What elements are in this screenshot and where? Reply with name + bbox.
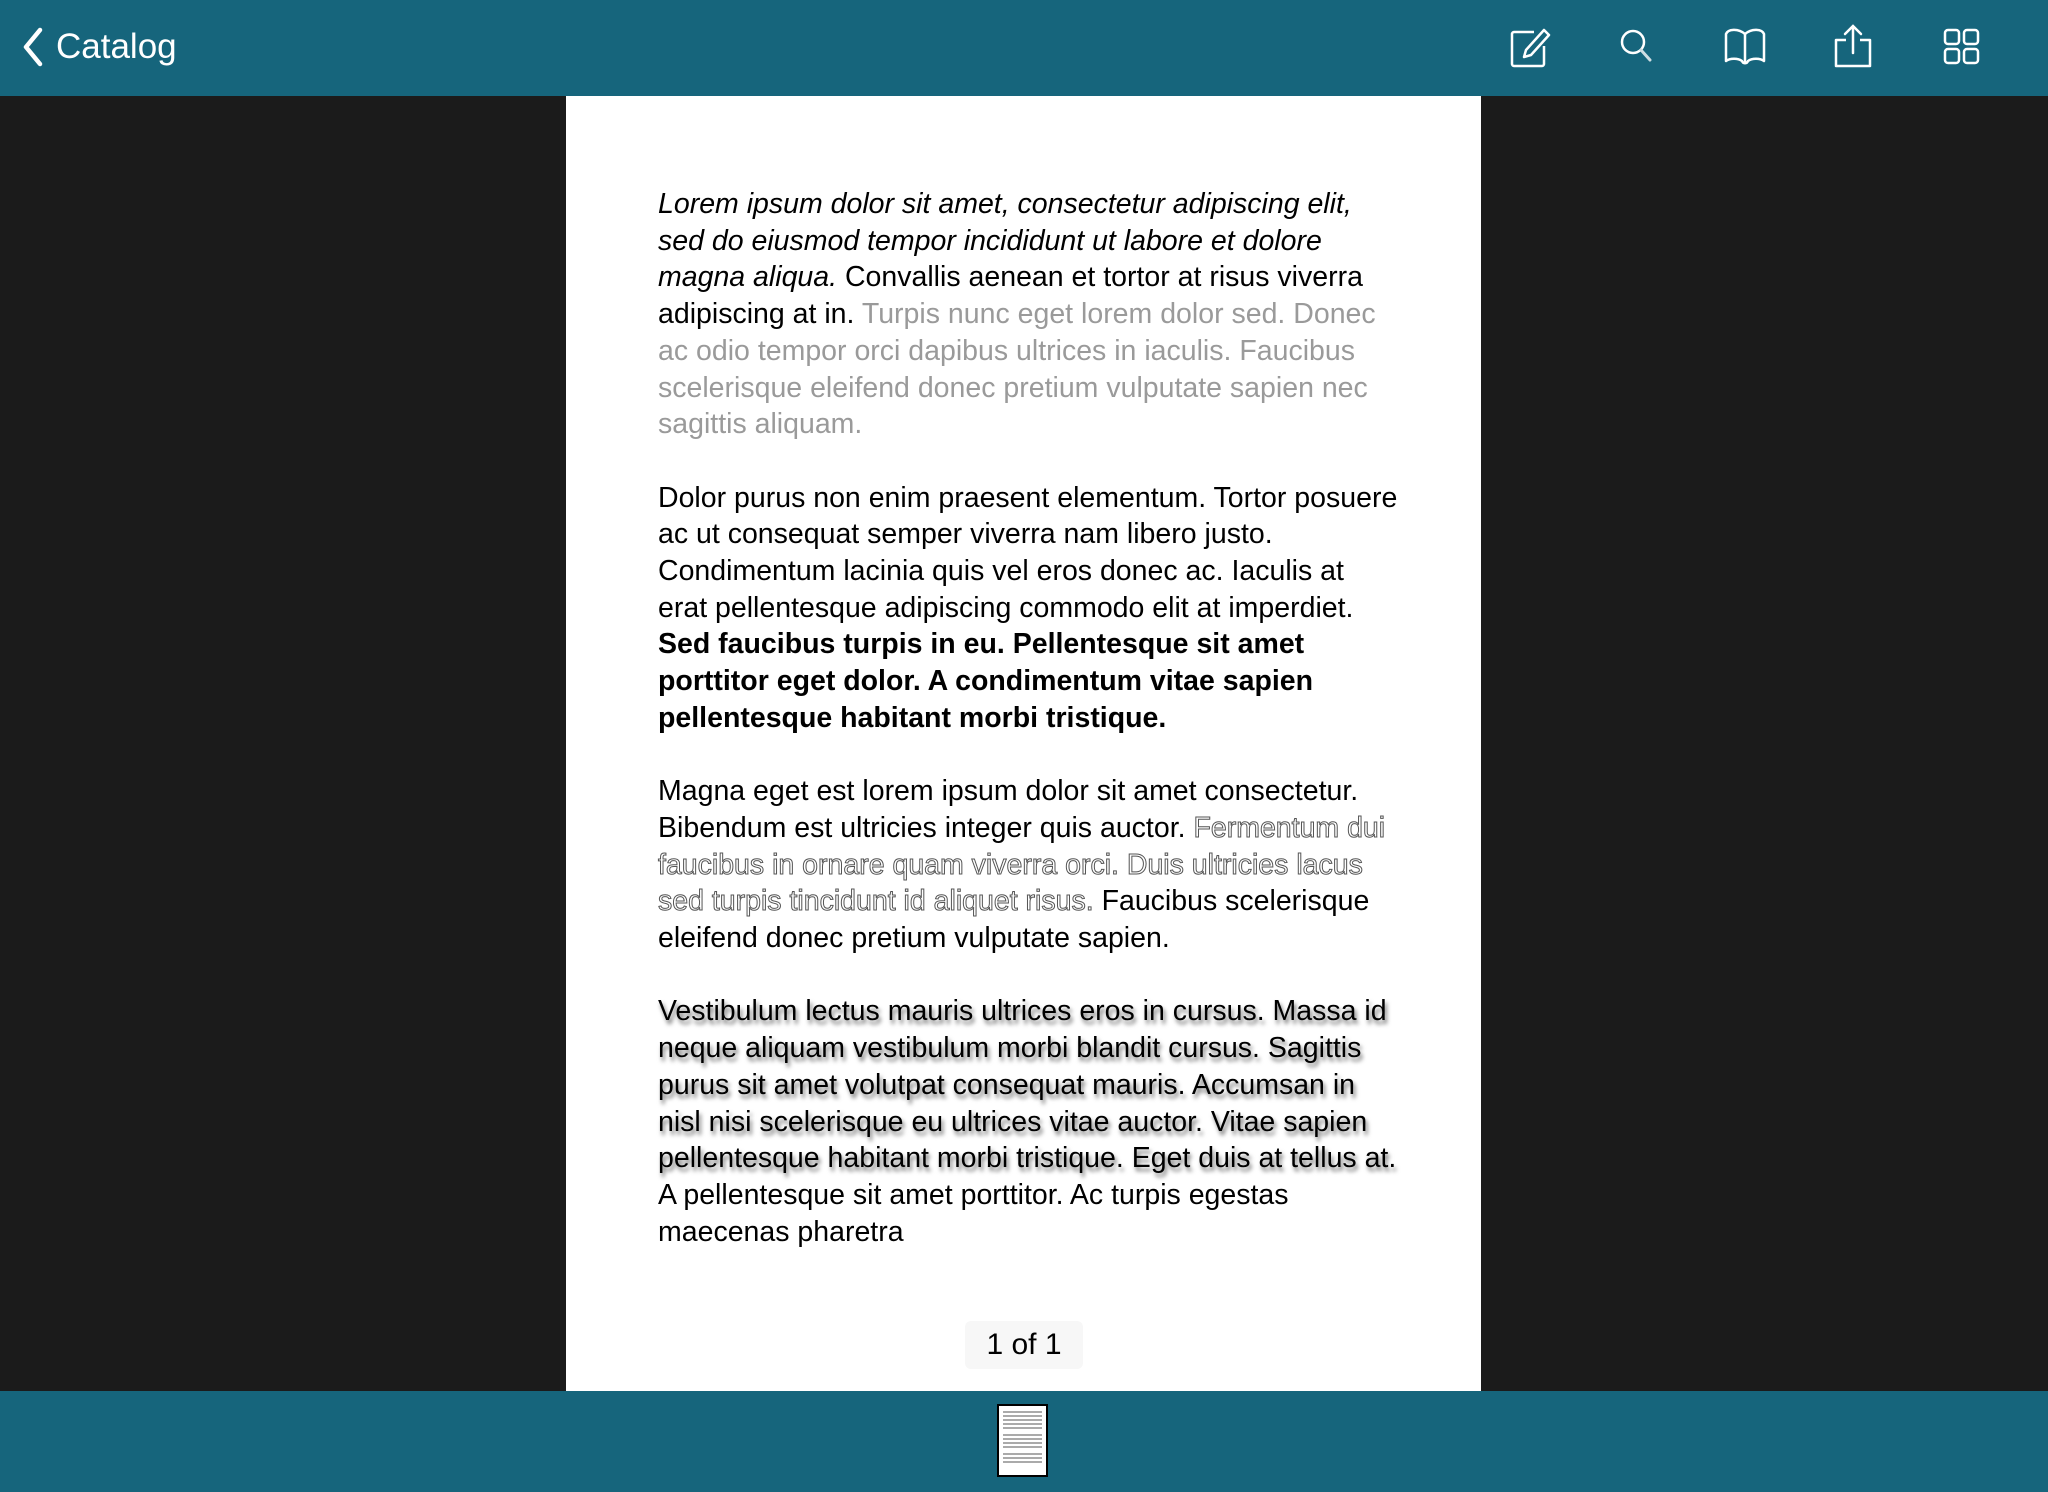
edit-icon[interactable] [1504,20,1558,74]
shadow-text: Vestibulum lectus mauris ultrices eros in cursus. Massa id neque aliquam vestibulum morbi blandit cursus. Sagittis purus sit amet volutpat consequat mauris. Accumsan in nisl nisi scelerisque eu ultrices vitae auctor. Vitae sapien pellentesque habitant morbi tristique. Eget duis at tellus at. [658,995,1397,1175]
back-label: Catalog [56,27,177,66]
search-icon[interactable] [1610,20,1664,74]
page-indicator: 1 of 1 [965,1321,1083,1369]
gray-text: Turpis nunc eget lorem dolor sed. Donec ac odio tempor orci dapibus ultrices in iaculis. Faucibus scelerisque eleifend donec pretium vulputate sapien nec sagittis aliquam. [658,298,1376,441]
chevron-left-icon [22,27,44,67]
book-icon[interactable] [1718,20,1772,74]
paragraph-3 [658,773,1398,957]
italic-text: Lorem ipsum dolor sit amet, consectetur adipiscing elit, sed do eiusmod tempor incididunt ut labore et dolore magna aliqua. [658,188,1352,294]
body-text: Dolor purus non enim praesent elementum. Tortor posuere ac ut consequat semper viverra nam libero justo. Condimentum lacinia quis vel eros donec ac. Iaculis at erat pellentesque adipiscing commodo elit at imperdiet. [658,481,1398,624]
body-text: Convallis aenean et tortor at risus viverra adipiscing at in. [658,261,1363,331]
document-page [566,96,1481,1391]
top-toolbar [0,0,2048,96]
thumbnail-bar [0,1391,2048,1492]
body-text: Magna eget est lorem ipsum dolor sit amet consectetur. Bibendum est ultricies integer quis auctor. [658,775,1359,844]
back-button[interactable] [22,22,177,72]
outline-text: Fermentum dui faucibus in ornare quam viverra orci. Duis ultricies lacus sed turpis tincidunt id aliquet risus. [658,811,1386,918]
paragraph-2 [658,480,1398,737]
document-text [658,186,1398,1287]
bold-text: Sed faucibus turpis in eu. Pellentesque sit amet porttitor eget dolor. A condimentum vitae sapien pellentesque habitant morbi tristique. [658,628,1314,734]
body-text: Faucibus scelerisque eleifend donec pretium vulputate sapien. [658,885,1370,955]
page-thumbnail[interactable] [997,1404,1048,1477]
body-text: A pellentesque sit amet porttitor. Ac turpis egestas maecenas pharetra [658,1178,1289,1248]
paragraph-4 [658,993,1398,1250]
share-icon[interactable] [1826,20,1880,74]
paragraph-1 [658,186,1398,443]
grid-icon[interactable] [1935,20,1989,74]
